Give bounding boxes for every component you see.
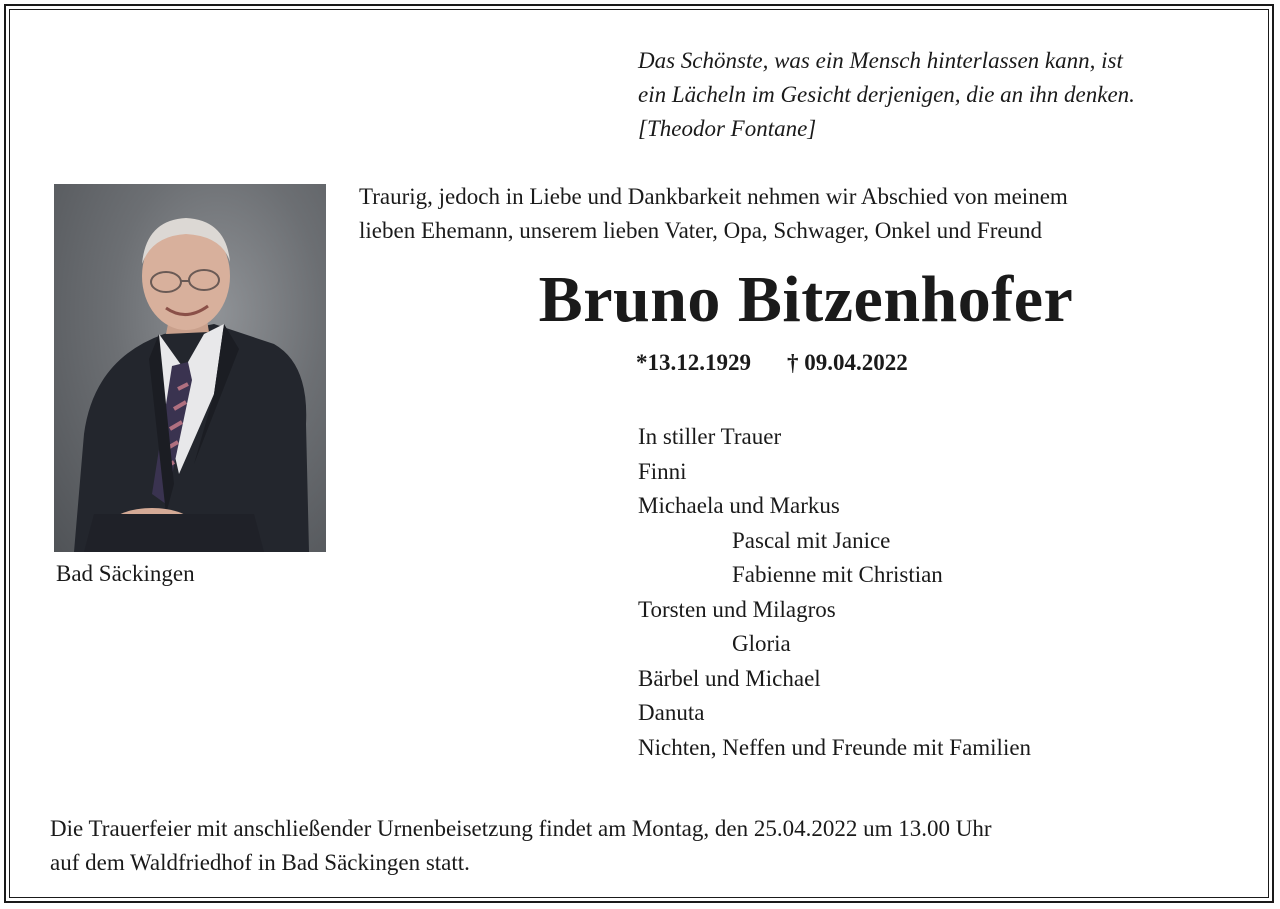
mourner-entry: Finni [638, 458, 687, 484]
birth-date: *13.12.1929 [636, 350, 751, 375]
mourner-entry: Nichten, Neffen und Freunde mit Familien [638, 734, 1032, 760]
funeral-notice-line-1: Die Trauerfeier mit anschließender Urnenbeisetzung findet am Montag, den 25.04.2022 um 13.00 Uhr [50, 816, 992, 841]
mourner-entry: Michaela und Markus [638, 493, 840, 518]
intro-line-1: Traurig, jedoch in Liebe und Dankbarkeit nehmen wir Abschied von meinem [359, 184, 1068, 209]
mourner-entry: Bärbel und Michael [638, 665, 821, 691]
mourner-entry: Gloria [732, 631, 791, 656]
portrait-photo [54, 184, 326, 552]
quote-line-2: ein Lächeln im Gesicht derjenigen, die an ihn denken. [638, 82, 1135, 107]
mourner-entry: Danuta [638, 700, 705, 725]
quote-author: [Theodor Fontane] [638, 116, 817, 141]
fontane-quote [638, 44, 1238, 146]
funeral-notice [50, 812, 1260, 880]
funeral-notice-line-2: auf dem Waldfriedhof in Bad Säckingen statt. [50, 850, 470, 875]
death-date: † 09.04.2022 [787, 350, 908, 375]
quote-line-1: Das Schönste, was ein Mensch hinterlassen kann, ist [638, 48, 1123, 73]
mourners-list [638, 420, 1031, 765]
announcement-intro [359, 180, 1259, 248]
mourner-entry: Fabienne mit Christian [732, 562, 943, 587]
mourner-entry: In stiller Trauer [638, 424, 782, 449]
mourner-entry: Torsten und Milagros [638, 596, 836, 622]
deceased-name: Bruno Bitzenhofer [538, 263, 1074, 336]
photo-caption-location: Bad Säckingen [56, 561, 195, 586]
intro-line-2: lieben Ehemann, unserem lieben Vater, Opa, Schwager, Onkel und Freund [359, 218, 1043, 243]
mourner-entry: Pascal mit Janice [732, 527, 891, 553]
life-dates [636, 350, 908, 376]
